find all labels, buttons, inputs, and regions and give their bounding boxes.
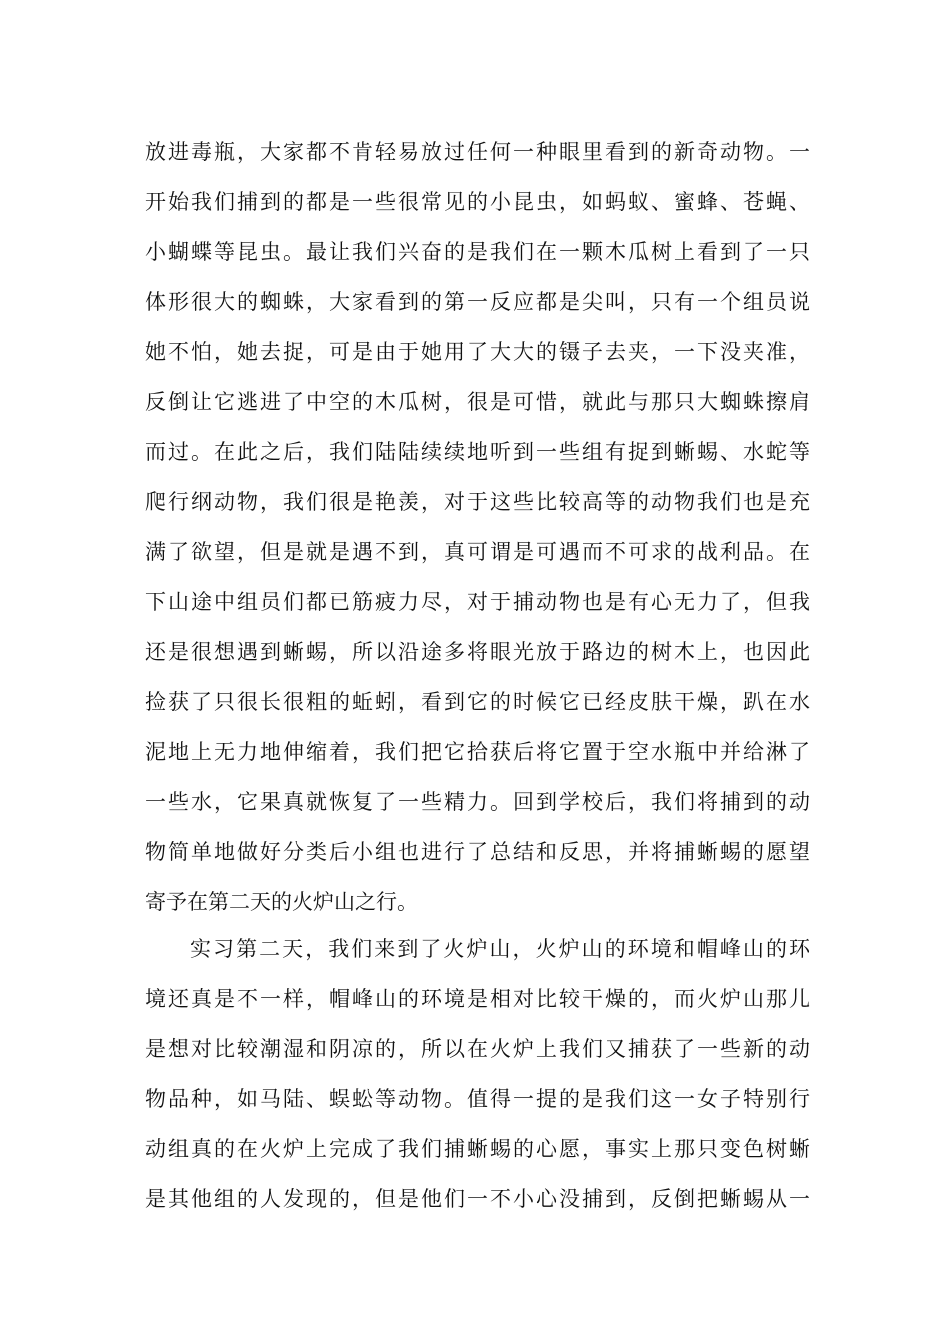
paragraph-2	[145, 924, 810, 1224]
text-line: 爬行纲动物，我们很是艳羡，对于这些比较高等的动物我们也是充	[145, 490, 810, 514]
text-line: 满了欲望，但是就是遇不到，真可谓是可遇而不可求的战利品。在	[145, 540, 810, 564]
text-line: 一些水，它果真就恢复了一些精力。回到学校后，我们将捕到的动	[145, 790, 810, 814]
paragraph-1	[145, 127, 810, 927]
text-line: 境还真是不一样，帽峰山的环境是相对比较干燥的，而火炉山那儿	[145, 987, 810, 1011]
text-line: 实习第二天，我们来到了火炉山，火炉山的环境和帽峰山的环	[190, 937, 810, 961]
text-line: 放进毒瓶，大家都不肯轻易放过任何一种眼里看到的新奇动物。一	[145, 140, 810, 164]
text-line: 开始我们捕到的都是一些很常见的小昆虫，如蚂蚁、蜜蜂、苍蝇、	[145, 190, 810, 214]
text-line: 物品种，如马陆、蜈蚣等动物。值得一提的是我们这一女子特别行	[145, 1087, 810, 1111]
text-line: 泥地上无力地伸缩着，我们把它拾获后将它置于空水瓶中并给淋了	[145, 740, 810, 764]
text-line: 物简单地做好分类后小组也进行了总结和反思，并将捕蜥蜴的愿望	[145, 840, 810, 864]
text-line: 反倒让它逃进了中空的木瓜树，很是可惜，就此与那只大蜘蛛擦肩	[145, 390, 810, 414]
text-line: 体形很大的蜘蛛，大家看到的第一反应都是尖叫，只有一个组员说	[145, 290, 810, 314]
text-line: 寄予在第二天的火炉山之行。	[145, 890, 418, 914]
text-line: 她不怕，她去捉，可是由于她用了大大的镊子去夹，一下没夹准，	[145, 340, 810, 364]
text-line: 捡获了只很长很粗的蚯蚓，看到它的时候它已经皮肤干燥，趴在水	[145, 690, 810, 714]
text-line: 下山途中组员们都已筋疲力尽，对于捕动物也是有心无力了，但我	[145, 590, 810, 614]
text-line: 动组真的在火炉上完成了我们捕蜥蜴的心愿，事实上那只变色树蜥	[145, 1137, 810, 1161]
text-line: 而过。在此之后，我们陆陆续续地听到一些组有捉到蜥蜴、水蛇等	[145, 440, 810, 464]
text-line: 是想对比较潮湿和阴凉的，所以在火炉上我们又捕获了一些新的动	[145, 1037, 810, 1061]
text-line: 还是很想遇到蜥蜴，所以沿途多将眼光放于路边的树木上，也因此	[145, 640, 810, 664]
text-line: 小蝴蝶等昆虫。最让我们兴奋的是我们在一颗木瓜树上看到了一只	[145, 240, 810, 264]
text-line: 是其他组的人发现的，但是他们一不小心没捕到，反倒把蜥蜴从一	[145, 1187, 810, 1211]
